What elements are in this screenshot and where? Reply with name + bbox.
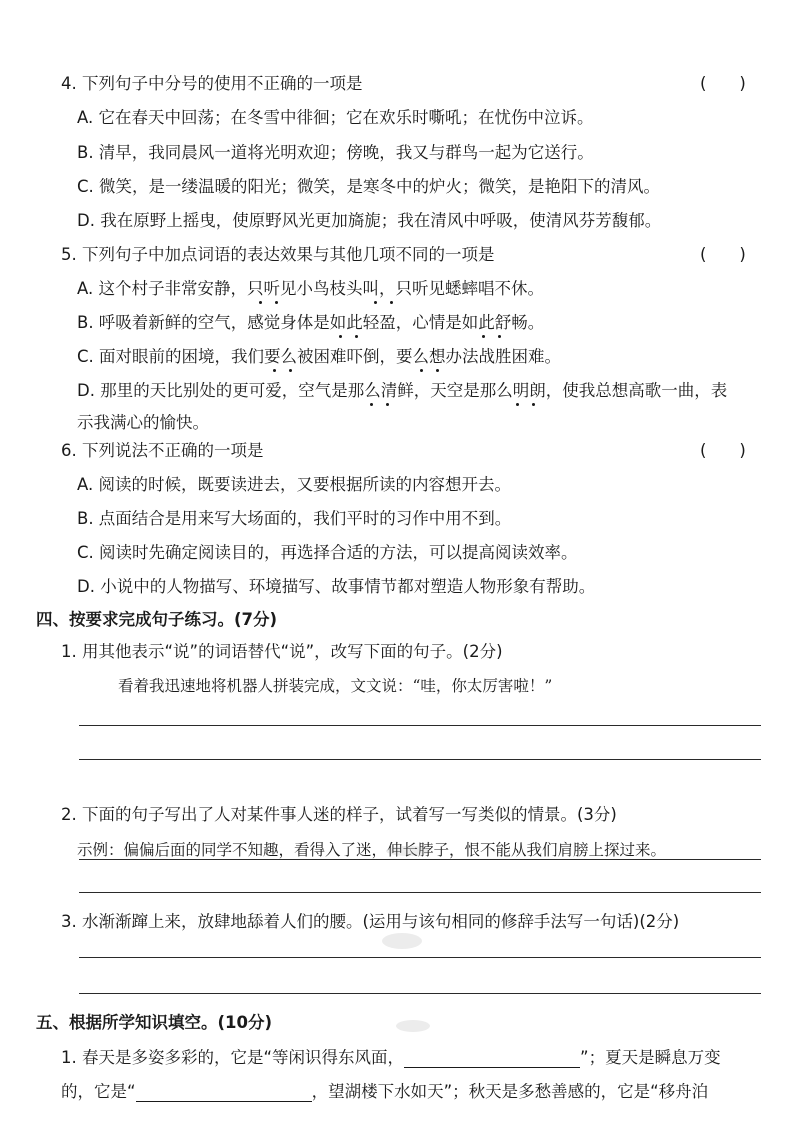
answer-line[interactable] xyxy=(79,957,761,958)
q6-option-a: A. 阅读的时候，既要读进去，又要根据所读的内容想开去。 xyxy=(77,475,511,494)
fill-blank-1[interactable] xyxy=(404,1049,580,1068)
section-5-title: 五、根据所学知识填空。(10分) xyxy=(36,1013,273,1032)
q6-option-c: C. 阅读时先确定阅读目的，再选择合适的方法，可以提高阅读效率。 xyxy=(77,543,578,562)
s4-q2-example: 示例：偏偏后面的同学不知趣，看得入了迷，伸长脖子，恨不能从我们肩膀上探过来。 xyxy=(77,841,667,859)
section-4-title: 四、按要求完成句子练习。(7分) xyxy=(36,610,278,629)
q4-option-b: B. 清早，我同晨风一道将光明欢迎；傍晚，我又与群鸟一起为它送行。 xyxy=(77,143,594,162)
q5-option-b: B. 呼吸着新鲜的空气，感觉身体是如此轻盈，心情是如此舒畅。 xyxy=(77,313,545,332)
q5-option-d: D. 那里的天比别处的更可爱，空气是那么清鲜，天空是那么明朗，使我总想高歌一曲，表 xyxy=(77,381,728,400)
s4-q3-stem: 3. 水渐渐蹿上来，放肆地舔着人们的腰。(运用与该句相同的修辞手法写一句话)(2分) xyxy=(61,912,680,931)
q5-option-a: A. 这个村子非常安静，只听见小鸟枝头叫，只听见蟋蟀唱不休。 xyxy=(77,279,544,298)
s5-q1-line1 xyxy=(61,1044,721,1068)
answer-line[interactable] xyxy=(79,759,761,760)
q5-stem: 5. 下列句子中加点词语的表达效果与其他几项不同的一项是 xyxy=(61,245,495,264)
answer-line[interactable] xyxy=(79,859,761,860)
q6-stem: 6. 下列说法不正确的一项是 xyxy=(61,441,264,460)
q4-option-d: D. 我在原野上摇曳，使原野风光更加旖旎；我在清风中呼吸，使清风芬芳馥郁。 xyxy=(77,211,662,230)
q5-option-d-continued: 示我满心的愉快。 xyxy=(77,413,209,432)
s5-q1-text-4: ，望湖楼下水如天”；秋天是多愁善感的，它是“移舟泊 xyxy=(311,1082,709,1101)
fill-blank-2[interactable] xyxy=(136,1083,312,1102)
q6-answer-paren[interactable]: ( ) xyxy=(700,441,746,460)
s4-q1-sentence: 看着我迅速地将机器人拼装完成，文文说：“哇，你太厉害啦！” xyxy=(118,677,553,695)
s4-q1-stem: 1. 用其他表示“说”的词语替代“说”，改写下面的句子。(2分) xyxy=(61,642,503,661)
q4-option-a: A. 它在春天中回荡；在冬雪中徘徊；它在欢乐时嘶吼；在忧伤中泣诉。 xyxy=(77,108,594,127)
scan-smudge xyxy=(386,846,430,856)
scan-smudge xyxy=(382,933,422,949)
q4-stem: 4. 下列句子中分号的使用不正确的一项是 xyxy=(61,74,363,93)
q6-option-d: D. 小说中的人物描写、环境描写、故事情节都对塑造人物形象有帮助。 xyxy=(77,577,596,596)
q4-option-c: C. 微笑，是一缕温暖的阳光；微笑，是寒冬中的炉火；微笑，是艳阳下的清风。 xyxy=(77,177,661,196)
s4-q2-stem: 2. 下面的句子写出了人对某件事人迷的样子，试着写一写类似的情景。(3分) xyxy=(61,805,617,824)
q5-option-c: C. 面对眼前的困境，我们要么被困难吓倒，要么想办法战胜困难。 xyxy=(77,347,562,366)
answer-line[interactable] xyxy=(79,993,761,994)
s5-q1-text-3: 的，它是“ xyxy=(61,1082,136,1101)
scan-smudge xyxy=(396,1020,430,1032)
q4-answer-paren[interactable]: ( ) xyxy=(700,74,746,93)
q6-option-b: B. 点面结合是用来写大场面的，我们平时的习作中用不到。 xyxy=(77,509,512,528)
s5-q1-line2 xyxy=(61,1078,708,1102)
q5-answer-paren[interactable]: ( ) xyxy=(700,245,746,264)
s5-q1-text-2: ”；夏天是瞬息万变 xyxy=(580,1048,721,1067)
answer-line[interactable] xyxy=(79,892,761,893)
s5-q1-text-1: 1. 春天是多姿多彩的，它是“等闲识得东风面， xyxy=(61,1048,405,1067)
answer-line[interactable] xyxy=(79,725,761,726)
